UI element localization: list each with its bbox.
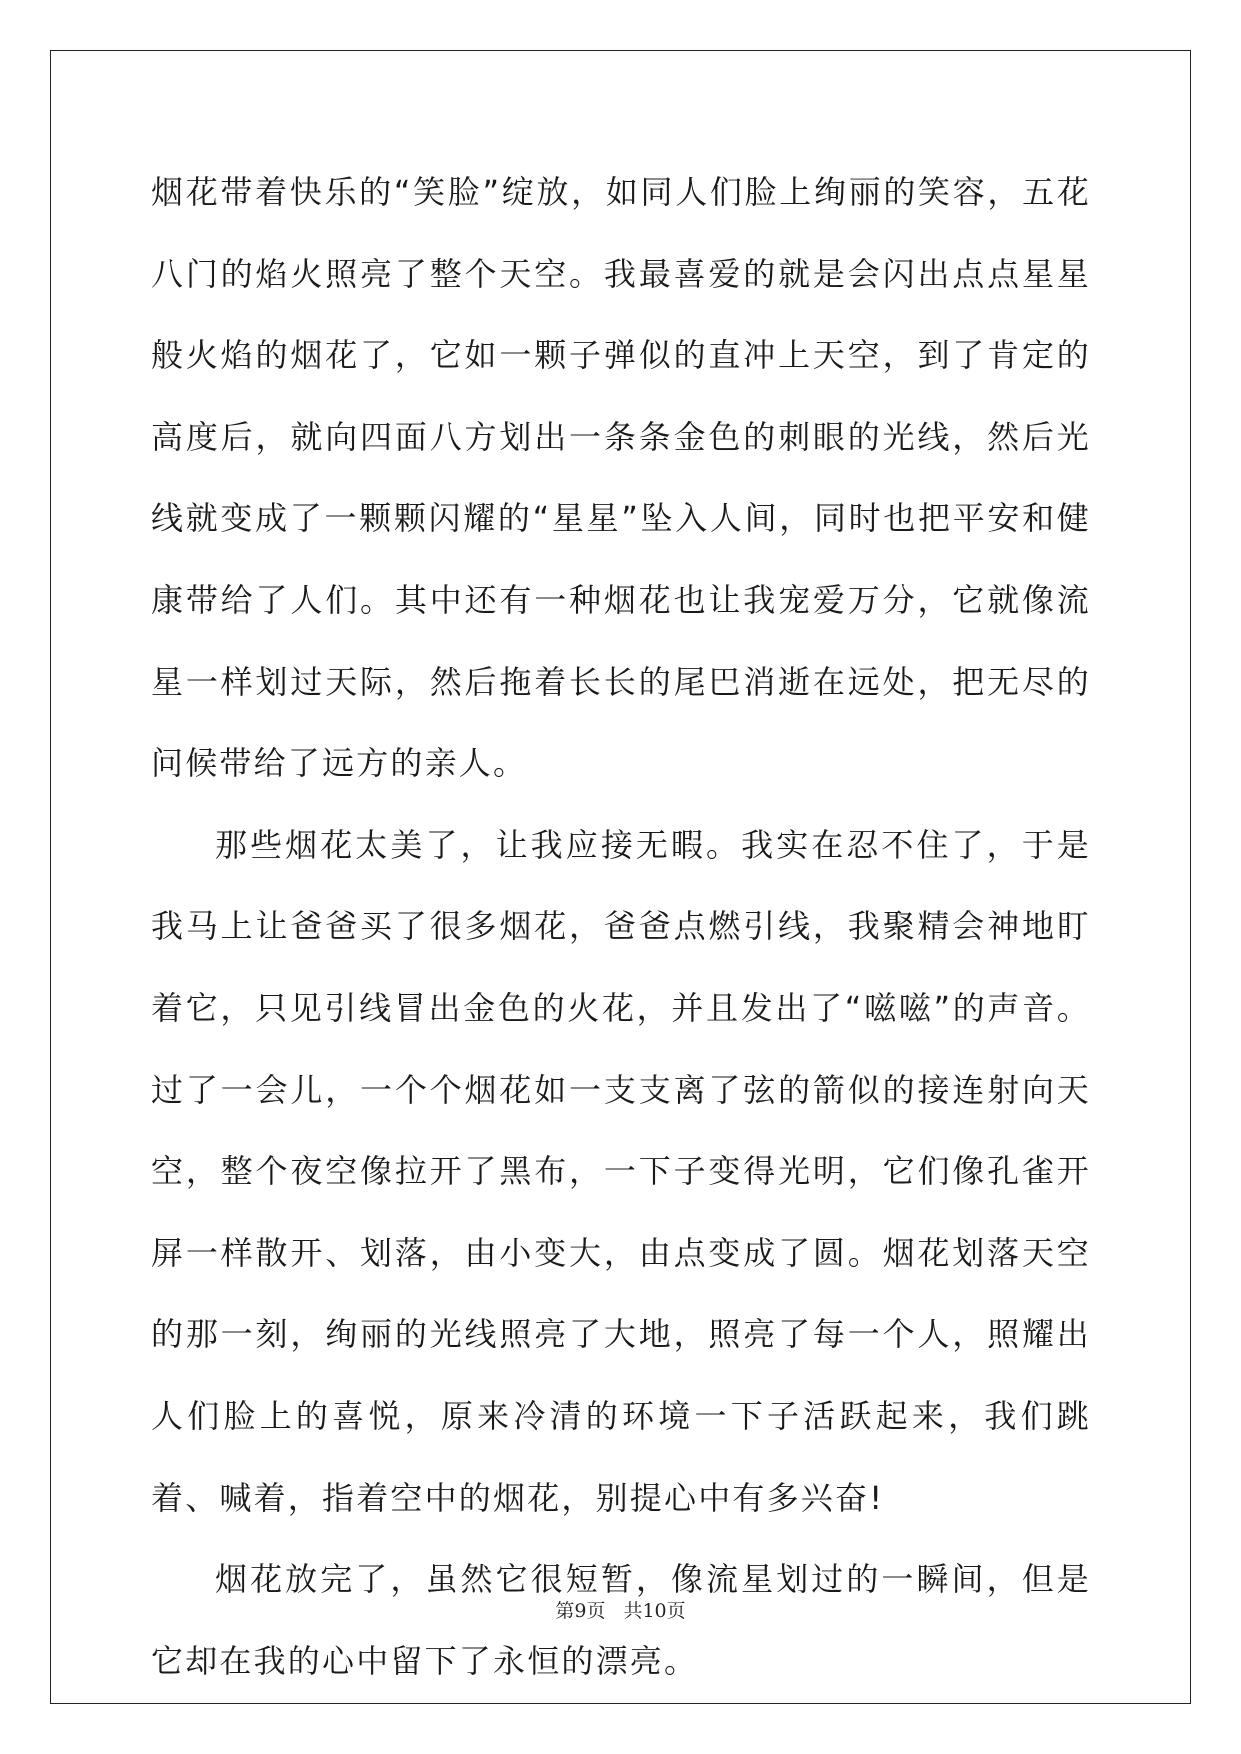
paragraph-2: 那些烟花太美了，让我应接无暇。我实在忍不住了，于是我马上让爸爸买了很多烟花，爸爸点燃引线，我聚精会神地盯着它，只见引线冒出金色的火花，并且发出了“嗞嗞”的声音。过了一会儿，一个个烟花如一支支离了弦的箭似的接连射向天空，整个夜空像拉开了黑布，一下子变得光明，它们像孔雀开屏一样散开、划落，由小变大，由点变成了圆。烟花划落天空的那一刻，绚丽的光线照亮了大地，照亮了每一个人，照耀出人们脸上的喜悦，原来冷清的环境一下子活跃起来，我们跳着、喊着，指着空中的烟花，别提心中有多兴奋! [151, 825, 1091, 1517]
page-number: 第9页 [555, 1600, 606, 1622]
paragraph-1: 烟花带着快乐的“笑脸”绽放，如同人们脸上绚丽的笑容，五花八门的焰火照亮了整个天空。我最喜爱的就是会闪出点点星星般火焰的烟花了，它如一颗子弹似的直冲上天空，到了肯定的高度后，就向四面八方划出一条条金色的刺眼的光线，然后光线就变成了一颗颗闪耀的“星星”坠入人间，同时也把平安和健康带给了人们。其中还有一种烟花也让我宠爱万分，它就像流星一样划过天际，然后拖着长长的尾巴消逝在远处，把无尽的问候带给了远方的亲人。 [151, 173, 1091, 783]
page-total: 共10页 [623, 1600, 686, 1622]
document-body [151, 152, 1091, 1702]
paragraph-3: 烟花放完了，虽然它很短暂，像流星划过的一瞬间，但是它却在我的心中留下了永恒的漂亮。 [151, 1560, 1091, 1680]
page-footer [0, 1596, 1241, 1623]
